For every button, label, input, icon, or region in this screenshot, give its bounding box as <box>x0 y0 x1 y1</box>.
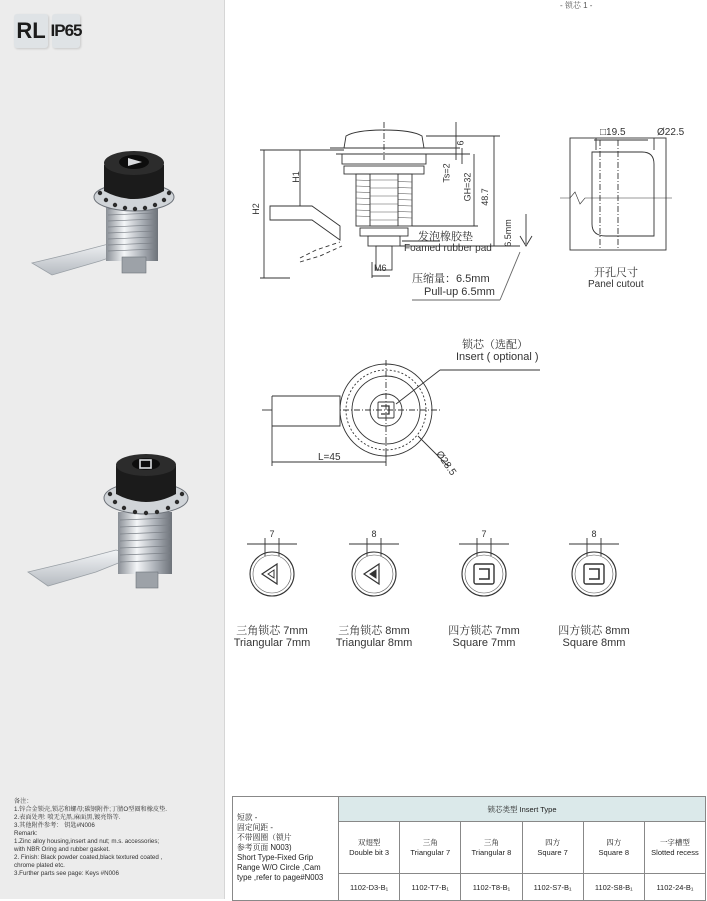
panel-cutout-cn: 开孔尺寸 <box>594 267 638 279</box>
series-badge: RL <box>14 14 48 48</box>
dim-gh: GH=32 <box>462 172 473 202</box>
pull-up-cn: 压缩量：6.5mm <box>412 273 490 285</box>
description-line: Short Type-Fixed Grip <box>237 853 314 862</box>
table-column <box>645 822 705 900</box>
part-number-cell: 1102-T8-B₁ <box>472 882 511 892</box>
table-column <box>339 822 400 900</box>
description-line: 不带圆圈（锁片 <box>237 833 292 842</box>
rubber-pad-en: Foamed rubber pad <box>404 243 492 254</box>
insert-type-cn: 三角 <box>483 837 499 847</box>
insert-type-cn: 三角 <box>422 837 438 847</box>
insert-sample-drawing <box>329 528 419 608</box>
dim-h2: H2 <box>250 203 261 215</box>
cutout-square-dim: □19.5 <box>600 127 626 138</box>
dim-m6: M6 <box>374 263 387 273</box>
dim-6: 6 <box>455 140 466 146</box>
part-number-cell: 1102-S8-B₁ <box>594 882 633 892</box>
table-product-description <box>233 797 339 900</box>
note-line: Remark: <box>14 830 38 837</box>
insert-type-cell <box>339 822 399 874</box>
part-number-cell: 1102-D3-B₁ <box>349 882 389 892</box>
insert-name-cn: 四方锁芯 7mm <box>448 625 520 637</box>
panel-cutout-en: Panel cutout <box>588 279 644 290</box>
note-line: 3.其他附件参考： 钥匙#N006 <box>14 822 95 829</box>
insert-name-en: Triangular 8mm <box>335 637 413 649</box>
insert-type-en: Square 7 <box>537 847 568 857</box>
note-line: with NBR Oring and rubber gasket. <box>14 846 110 853</box>
insert-name-en: Square 7mm <box>452 637 516 649</box>
table-column <box>584 822 645 900</box>
note-line: 2. Finish: Black powder coated,black textured coated , <box>14 854 163 861</box>
note-line: 3.Further parts see page: Keys #N006 <box>14 870 119 877</box>
insert-type-cell <box>584 822 644 874</box>
part-number-cell: 1102-24-B₁ <box>656 882 694 892</box>
insert-type-en: Triangular 7 <box>410 847 451 857</box>
part-number-cell: 1102-S7-B₁ <box>533 882 572 892</box>
description-line: type ,refer to page#N003 <box>237 873 324 882</box>
table-column <box>400 822 461 900</box>
note-line: chrome plated etc. <box>14 862 65 869</box>
insert-sample-drawing <box>549 528 639 608</box>
dim-front-dia: Ø28.5 <box>433 449 458 478</box>
part-number-cell: 1102-T7-B₁ <box>411 882 449 892</box>
note-line: 2.表面处理: 喷无光黑,麻面黑,镀亮铬等. <box>14 814 121 821</box>
insert-type-table <box>232 796 706 901</box>
dim-h1: H1 <box>290 171 301 183</box>
insert-type-en: Triangular 8 <box>471 847 512 857</box>
insert-width-label: 8 <box>371 529 377 539</box>
pull-up-en: Pull-up 6.5mm <box>424 286 495 298</box>
insert-name-cn: 三角锁芯 8mm <box>338 625 410 637</box>
page-top-mark: - 锁芯 1 - <box>560 1 593 10</box>
description-line: 参考页面 N003) <box>237 843 292 852</box>
insert-type-cn: 四方 <box>606 837 622 847</box>
insert-width-label: 8 <box>591 529 597 539</box>
table-header: 锁芯类型 Insert Type <box>339 797 705 822</box>
dim-6-5mm: 6.5mm <box>502 219 513 247</box>
dim-length: L=45 <box>318 452 341 463</box>
remarks-notes <box>14 798 224 878</box>
note-line: 1.Zinc alloy housing,insert and nut; m.s. accessories; <box>14 838 160 845</box>
table-column <box>461 822 522 900</box>
insert-name-en: Triangular 7mm <box>233 637 311 649</box>
insert-optional-cn: 锁芯（选配） <box>462 339 528 351</box>
insert-type-cell <box>523 822 583 874</box>
insert-width-label: 7 <box>481 529 487 539</box>
insert-optional-en: Insert ( optional ) <box>456 351 539 363</box>
ip-rating-badge: IP65 <box>52 14 80 48</box>
description-line: 短款 - <box>237 813 258 822</box>
note-line: 1.锌合金锁壳,锁芯和螺母;碳钢附件;丁腈O型圈和橡皮垫. <box>14 806 167 813</box>
rubber-pad-cn: 发泡橡胶垫 <box>418 231 473 243</box>
insert-type-cell <box>645 822 705 874</box>
cutout-dia-dim: Ø22.5 <box>657 127 685 138</box>
dim-48-7: 48.7 <box>479 188 490 206</box>
insert-type-en: Square 8 <box>598 847 629 857</box>
insert-sample-drawing <box>439 528 529 608</box>
description-line: Range W/O Circle ,Cam <box>237 863 321 872</box>
insert-type-cell <box>461 822 521 874</box>
insert-type-cell <box>400 822 460 874</box>
insert-name-en: Square 8mm <box>562 637 626 649</box>
insert-type-en: Double bit 3 <box>349 847 390 857</box>
insert-width-label: 7 <box>269 529 275 539</box>
insert-type-en: Slotted recess <box>651 847 699 857</box>
table-columns <box>339 822 705 900</box>
table-insert-types <box>339 797 705 900</box>
insert-type-cn: 一字槽型 <box>659 837 690 847</box>
insert-type-cn: 双翅型 <box>357 837 381 847</box>
insert-type-cn: 四方 <box>545 837 561 847</box>
insert-sample-drawing <box>227 528 317 608</box>
table-column <box>523 822 584 900</box>
dim-ts: Ts=2 <box>441 163 452 183</box>
description-line: 固定间距 - <box>237 823 273 832</box>
note-line: 备注： <box>14 798 33 805</box>
insert-name-cn: 三角锁芯 7mm <box>236 625 308 637</box>
insert-name-cn: 四方锁芯 8mm <box>558 625 630 637</box>
